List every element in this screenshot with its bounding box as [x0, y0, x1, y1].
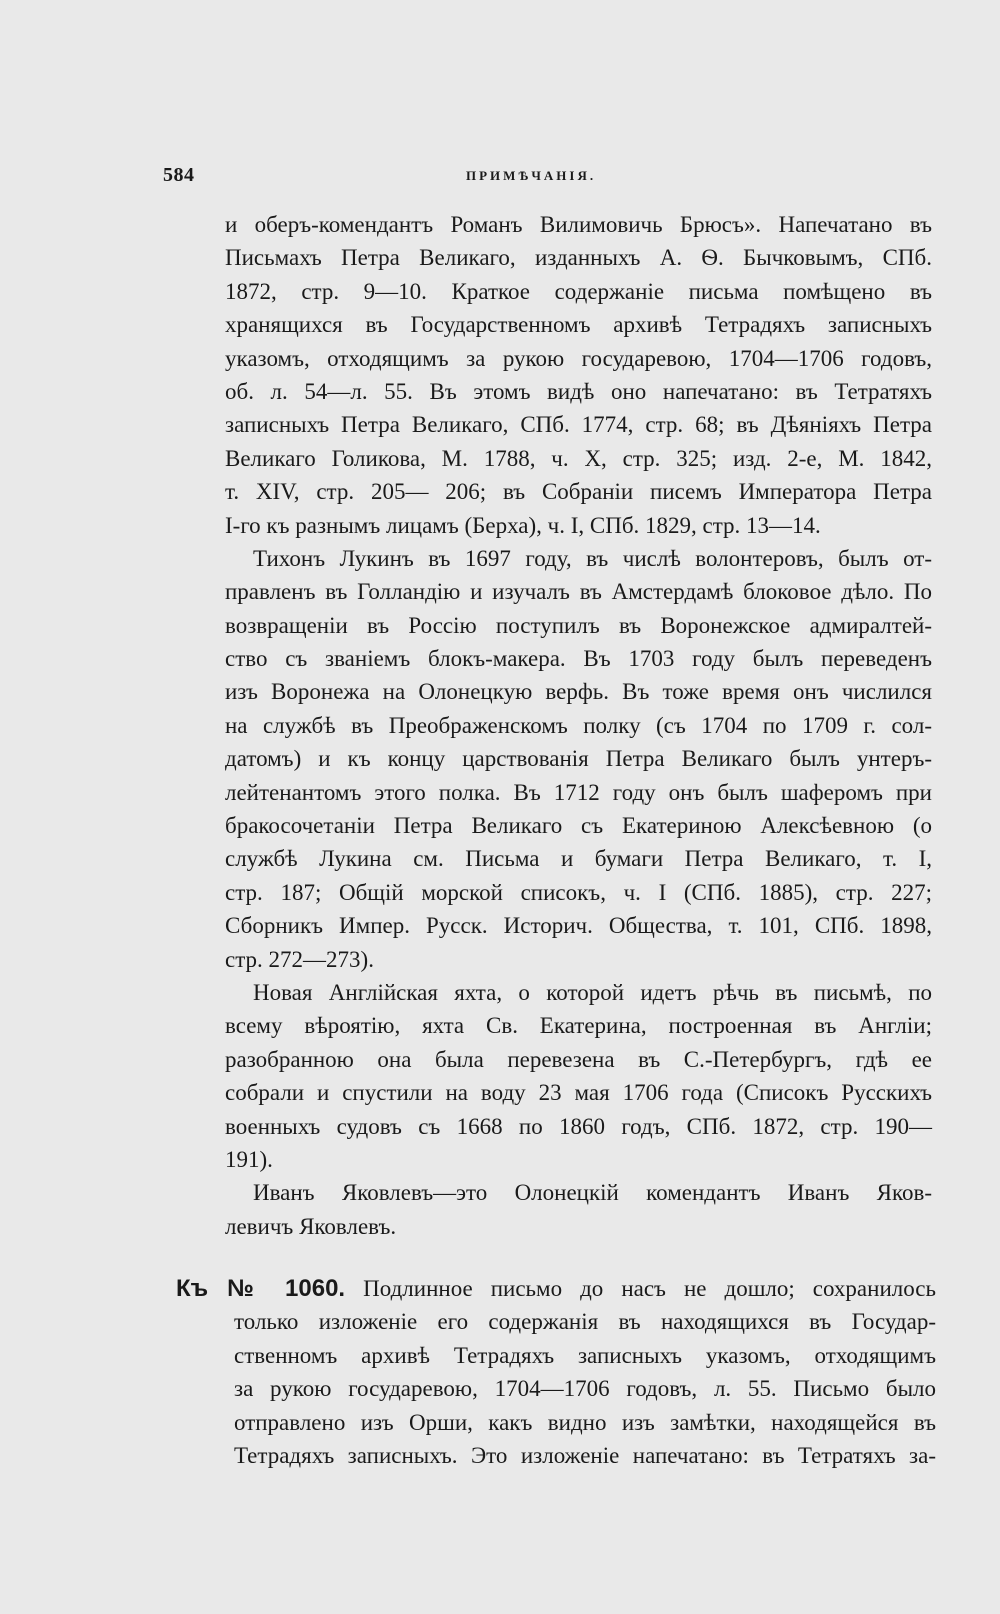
text-line: Тетрадяхъ записныхъ. Это изложеніе напечатано: въ Тетратяхъ за- — [234, 1442, 936, 1468]
text-line: правленъ въ Голландію и изучалъ въ Амстердамѣ блоковое дѣло. По — [225, 579, 932, 605]
text-line: ственномъ архивѣ Тетрадяхъ записныхъ указомъ, отходящимъ — [234, 1342, 936, 1368]
entry-first-line-text: Подлинное письмо до насъ не дошло; сохранилось — [363, 1276, 937, 1301]
text-line: т. XIV, стр. 205— 206; въ Собраніи писемъ Императора Петра — [225, 479, 932, 505]
text-line: 191). — [225, 1146, 273, 1172]
text-line: об. л. 54—л. 55. Въ этомъ видѣ оно напечатано: въ Тетратяхъ — [225, 378, 932, 404]
paragraph-brius — [225, 208, 932, 542]
text-line: Великаго Голикова, М. 1788, ч. X, стр. 325; изд. 2-е, М. 1842, — [225, 445, 932, 471]
page-number: 584 — [163, 164, 195, 186]
text-line: всему вѣроятію, яхта Св. Екатерина, построенная въ Англіи; — [225, 1013, 932, 1039]
text-line: только изложеніе его содержанія въ находящихся въ Государ- — [234, 1309, 936, 1335]
text-line: Тихонъ Лукинъ въ 1697 году, въ числѣ волонтеровъ, былъ от- — [253, 545, 932, 571]
text-line: отправлено изъ Орши, какъ видно изъ замѣтки, находящейся въ — [234, 1409, 936, 1435]
paragraph-yacht — [225, 976, 932, 1176]
text-line: 1872, стр. 9—10. Краткое содержаніе письма помѣщено въ — [225, 278, 932, 304]
text-line: указомъ, отходящимъ за рукою государевою, 1704—1706 годовъ, — [225, 345, 932, 371]
text-line: стр. 187; Общій морской списокъ, ч. I (СПб. 1885), стр. 227; — [225, 879, 932, 905]
text-line: хранящихся въ Государственномъ архивѣ Тетрадяхъ записныхъ — [225, 312, 932, 338]
text-line: разобранною она была перевезена въ С.-Петербургъ, гдѣ ее — [225, 1046, 932, 1072]
text-line: службѣ Лукина см. Письма и бумаги Петра Великаго, т. I, — [225, 846, 932, 872]
text-line: Иванъ Яковлевъ—это Олонецкій комендантъ Иванъ Яков- — [253, 1180, 932, 1206]
entry-label: Къ № 1060. — [176, 1275, 346, 1302]
text-line: Сборникъ Импер. Русск. Историч. Общества, т. 101, СПб. 1898, — [225, 913, 932, 939]
page-header — [163, 164, 663, 194]
entry-1060 — [176, 1272, 936, 1472]
running-head: ПРИМѢЧАНІЯ. — [466, 168, 597, 183]
text-line: I-го къ разнымъ лицамъ (Берха), ч. I, СПб. 1829, стр. 13—14. — [225, 512, 821, 538]
text-line: Письмахъ Петра Великаго, изданныхъ А. Ѳ. Бычковымъ, СПб. — [225, 245, 932, 271]
text-line: левичъ Яковлевъ. — [225, 1213, 397, 1239]
paragraph-yakovlev — [225, 1176, 932, 1243]
text-line: бракосочетаніи Петра Великаго съ Екатериною Алексѣевною (о — [225, 813, 932, 839]
entry-first-line — [176, 1272, 936, 1305]
text-line: и оберъ-комендантъ Романъ Вилимовичь Брюсъ». Напечатано въ — [225, 212, 932, 237]
body-text — [225, 208, 932, 1243]
text-line: изъ Воронежа на Олонецкую верфь. Въ тоже время онъ числился — [225, 679, 932, 705]
text-line: ство съ званіемъ блокъ-макера. Въ 1703 году былъ переведенъ — [225, 646, 932, 672]
text-line: записныхъ Петра Великаго, СПб. 1774, стр. 68; въ Дѣяніяхъ Петра — [225, 412, 932, 438]
text-line: на службѣ въ Преображенскомъ полку (съ 1704 по 1709 г. сол- — [225, 712, 932, 738]
text-line: Новая Англійская яхта, о которой идетъ рѣчь въ письмѣ, по — [253, 979, 932, 1005]
text-line: возвращеніи въ Россію поступилъ въ Воронежское адмиралтей- — [225, 612, 932, 638]
text-line: собрали и спустили на воду 23 мая 1706 года (Списокъ Русскихъ — [225, 1080, 932, 1106]
text-line: военныхъ судовъ съ 1668 по 1860 годъ, СПб. 1872, стр. 190— — [225, 1113, 932, 1139]
text-line: стр. 272—273). — [225, 946, 374, 972]
text-line: датомъ) и къ концу царствованія Петра Великаго былъ унтеръ- — [225, 746, 932, 772]
text-line: лейтенантомъ этого полка. Въ 1712 году онъ былъ шаферомъ при — [225, 779, 932, 805]
paragraph-lukin — [225, 542, 932, 976]
text-line: за рукою государевою, 1704—1706 годовъ, л. 55. Письмо было — [234, 1376, 936, 1402]
